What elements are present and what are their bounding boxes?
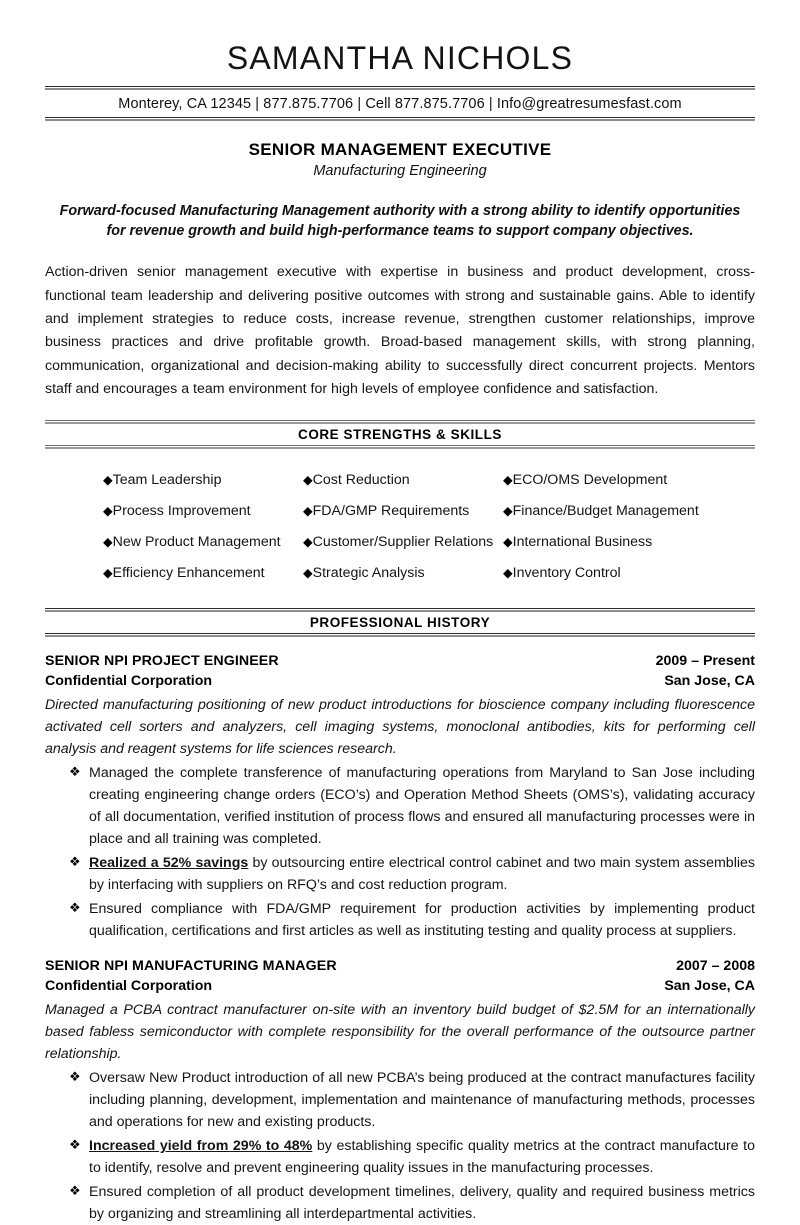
skill-label: Cost Reduction [312, 471, 410, 488]
job-location: San Jose, CA [664, 673, 755, 690]
job-company: Confidential Corporation [45, 978, 213, 995]
diamond-bullet-icon: ◆ [303, 472, 313, 487]
job-description: Managed a PCBA contract manufacturer on-site with an inventory build budget of $2.5M for an internationally based fabless semiconductor with complete responsibility for the overall performance of the outsource partner relationship. [45, 1002, 755, 1063]
job-bullet [45, 898, 755, 942]
diamond-dot-bullet-icon: ❖ [69, 1183, 81, 1199]
skill-item [503, 527, 755, 558]
skill-label: Finance/Budget Management [512, 502, 699, 519]
skill-item [303, 527, 503, 558]
skill-item [303, 496, 503, 527]
bullet-text: Ensured completion of all product development timelines, delivery, quality and required business metrics by organizing and streamlining all interdepartmental activities. [89, 1184, 755, 1223]
diamond-dot-bullet-icon: ❖ [69, 899, 81, 915]
target-title: SENIOR MANAGEMENT EXECUTIVE [248, 139, 552, 159]
job-company-row [45, 976, 755, 997]
job-title: SENIOR NPI MANUFACTURING MANAGER [45, 957, 337, 974]
job-title-row [45, 956, 755, 977]
diamond-dot-bullet-icon: ❖ [69, 1137, 81, 1153]
skill-label: Strategic Analysis [312, 565, 425, 582]
job-bullet [45, 1135, 755, 1179]
job-bullet [45, 852, 755, 896]
jobs-list [45, 651, 755, 1225]
divider-below-contact [45, 117, 755, 121]
divider-history-bottom [45, 633, 755, 637]
skill-item [103, 496, 303, 527]
diamond-bullet-icon: ◆ [303, 566, 313, 581]
skill-item [103, 558, 303, 589]
skill-item [503, 496, 755, 527]
job-dates: 2007 – 2008 [676, 957, 755, 974]
diamond-dot-bullet-icon: ❖ [69, 1069, 81, 1085]
bullet-text: by outsourcing entire electrical control cabinet and two main system assemblies by interfacing with suppliers on RFQ’s and cost reduction program. [89, 854, 755, 893]
diamond-bullet-icon: ◆ [503, 535, 513, 550]
skill-label: New Product Management [112, 534, 281, 551]
skill-item [503, 558, 755, 589]
tagline: Forward-focused Manufacturing Management authority with a strong ability to identify opportunities for revenue growth and build high-performance teams to support company objectives. [59, 202, 741, 239]
job-title-row [45, 651, 755, 672]
skill-item [103, 527, 303, 558]
diamond-bullet-icon: ◆ [103, 472, 113, 487]
diamond-dot-bullet-icon: ❖ [69, 763, 81, 779]
job-description: Directed manufacturing positioning of new product introductions for bioscience company including fluorescence activated cell sorters and analyzers, cell imaging systems, monoclonal antibodies, kits for performing cell analysis and reagent systems for life sciences research. [45, 696, 755, 757]
job-company-row [45, 671, 755, 692]
job-title: SENIOR NPI PROJECT ENGINEER [45, 652, 279, 669]
skill-label: Process Improvement [112, 502, 251, 519]
diamond-bullet-icon: ◆ [503, 503, 513, 518]
job-location: San Jose, CA [664, 978, 755, 995]
skill-label: Inventory Control [512, 565, 621, 582]
job-bullet-list [45, 762, 755, 942]
diamond-dot-bullet-icon: ❖ [69, 853, 81, 869]
bullet-text: by establishing specific quality metrics at the contract manufacture to to identify, resolve and prevent engineering quality issues in the manufacturing processes. [89, 1138, 755, 1177]
section-header-skills [45, 420, 755, 449]
summary-paragraph: Action-driven senior management executive with expertise in business and product development, cross-functional team leadership and delivering positive outcomes with strong and sustainable gains. Able to identify and implement strategies to reduce costs, increase revenue, strengthen customer relationships, improve business practices and drive profitable growth. Broad-based management skills, with strong planning, communication, organizational and decision-making ability to successfully direct concurrent projects. Mentors staff and encourages a team environment for high levels of employee confidence and satisfaction. [45, 264, 755, 398]
contact-line: Monterey, CA 12345 | 877.875.7706 | Cell 877.875.7706 | Info@greatresumesfast.com [118, 95, 682, 112]
skills-grid [103, 465, 755, 590]
skill-label: International Business [512, 534, 653, 551]
skill-item [303, 465, 503, 496]
diamond-bullet-icon: ◆ [103, 535, 113, 550]
diamond-bullet-icon: ◆ [503, 566, 513, 581]
skill-label: FDA/GMP Requirements [312, 502, 470, 519]
skill-item [303, 558, 503, 589]
diamond-bullet-icon: ◆ [303, 503, 313, 518]
job-entry [45, 651, 755, 942]
skill-label: Team Leadership [112, 471, 222, 488]
section-header-history [45, 608, 755, 637]
candidate-name: SAMANTHA NICHOLS [226, 40, 574, 76]
divider-skills-bottom [45, 445, 755, 449]
bullet-highlight: Realized a 52% savings [89, 854, 249, 871]
diamond-bullet-icon: ◆ [303, 535, 313, 550]
diamond-bullet-icon: ◆ [103, 503, 113, 518]
diamond-bullet-icon: ◆ [503, 472, 513, 487]
job-bullet-list [45, 1067, 755, 1225]
skill-label: Efficiency Enhancement [112, 565, 265, 582]
skill-item [503, 465, 755, 496]
section-title-history: PROFESSIONAL HISTORY [309, 614, 491, 630]
job-dates: 2009 – Present [655, 652, 755, 669]
job-bullet [45, 1067, 755, 1133]
skill-label: Customer/Supplier Relations [312, 534, 494, 551]
job-company: Confidential Corporation [45, 673, 213, 690]
section-title-skills: CORE STRENGTHS & SKILLS [298, 426, 502, 442]
bullet-text: Oversaw New Product introduction of all new PCBA’s being produced at the contract manufactures facility including planning, development, implementation and maintenance of manufacturing methods, processes and operations for new and existing products. [89, 1070, 755, 1131]
job-entry [45, 956, 755, 1225]
bullet-text: Ensured compliance with FDA/GMP requirement for production activities by implementing product qualification, certifications and first articles as well as instituting testing and quality process at suppliers. [89, 900, 755, 939]
bullet-text: Managed the complete transference of manufacturing operations from Maryland to San Jose including creating engineering change orders (ECO’s) and Operation Method Sheets (OMS’s), validating accuracy of all documentation, verified institution of process flows and ensured all manufacturing processes were in place and all training was completed. [89, 764, 755, 847]
job-bullet [45, 1181, 755, 1225]
target-subtitle: Manufacturing Engineering [313, 162, 487, 179]
skill-label: ECO/OMS Development [512, 471, 668, 488]
job-bullet [45, 762, 755, 850]
bullet-highlight: Increased yield from 29% to 48% [89, 1138, 313, 1155]
diamond-bullet-icon: ◆ [103, 566, 113, 581]
skill-item [103, 465, 303, 496]
